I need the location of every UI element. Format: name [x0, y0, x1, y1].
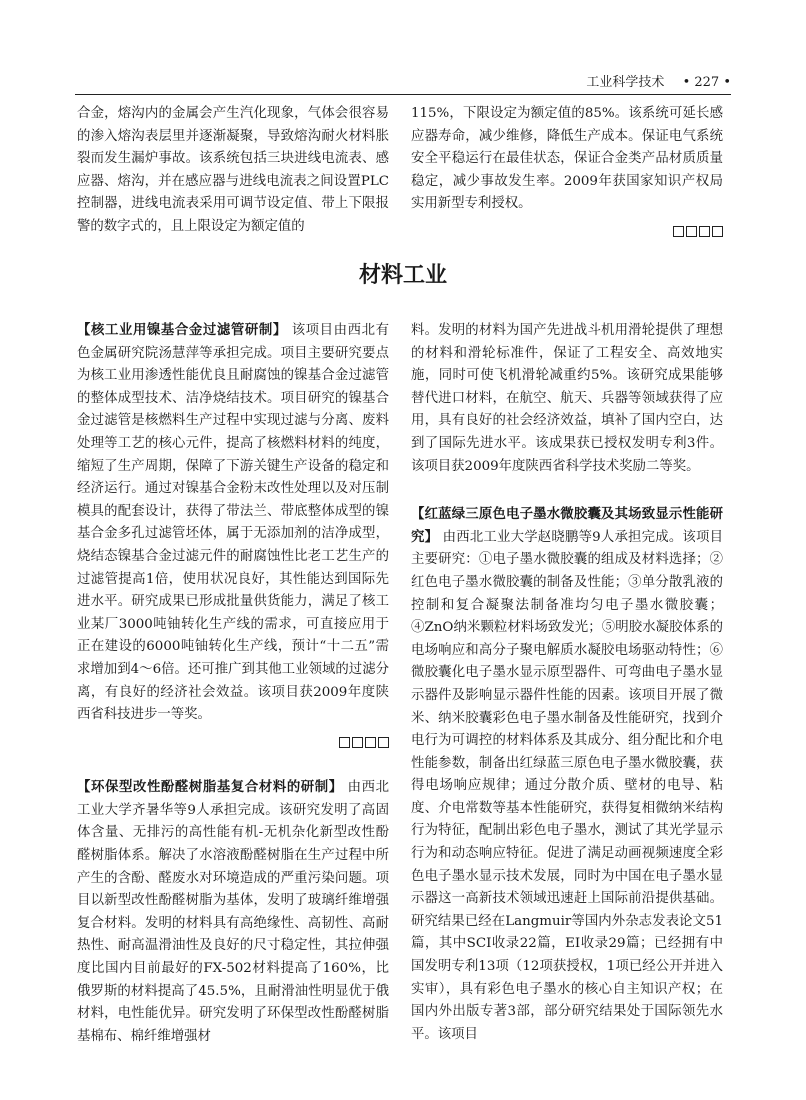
paragraph: 合金，熔沟内的金属会产生汽化现象，气体会很容易的渗入熔沟表层里并逐渐凝聚，导致熔沟耐火材料胀裂而发生漏炉事故。该系统包括三块进线电流表、感应器、熔沟，并在感应器与进线电流表之间设置PLC控制器，进线电流表采用可调节设定值、带上下限报警的数字式的，且上限设定为额定值的 — [77, 106, 389, 234]
top-right-column — [411, 103, 723, 245]
end-mark — [411, 222, 723, 245]
journal-name: 工业科学技术 — [586, 75, 665, 90]
page-number: • 227 • — [682, 75, 731, 90]
article-3 — [411, 504, 723, 1046]
end-mark — [77, 733, 389, 756]
main-right-column — [411, 320, 723, 1046]
article-title: 【红蓝绿三原色电子墨水微胶囊及其场致显示性能研究】 — [411, 507, 723, 545]
article-2-continued: 料。发明的材料为国产先进战斗机用滑轮提供了理想的材料和滑轮标准件，保证了工程安全、高效地实施，同时可使飞机滑轮减重约5%。该研究成果能够替代进口材料，在航空、航天、兵器等领域获得了应用，具有良好的社会经济效益，填补了国内空白，达到了国际先进水平。该成果获已授权发明专利3件。该项目获2009年度陕西省科学技术奖励二等奖。 — [411, 323, 723, 474]
paragraph: 115%，下限设定为额定值的85%。该系统可延长感应器寿命，减少维修，降低生产成本。保证电气系统安全平稳运行在最佳状态，保证合金类产品材质质量稳定，减少事故发生率。2009年获国家知识产权局实用新型专利授权。 — [411, 106, 723, 212]
main-left-column — [77, 320, 389, 1048]
article-title: 【环保型改性酚醛树脂基复合材料的研制】 — [77, 780, 343, 796]
section-title: 材料工业 — [358, 263, 447, 288]
article-title: 【核工业用镍基合金过滤管研制】 — [77, 323, 287, 338]
top-left-column — [77, 103, 389, 239]
article-1 — [77, 320, 389, 727]
page-header — [75, 72, 731, 95]
article-body: 由西北工业大学齐暑华等9人承担完成。该研究发明了高固体含量、无排污的高性能有机-无机杂化新型改性酚醛树脂体系。解决了水溶液酚醛树脂在生产过程中所产生的含酚、醛废水对环境造成的严重污染问题。项目以新型改性酚醛树脂为基体，发明了玻璃纤维增强复合材料。发明的材料具有高绝缘性、高韧性、高耐热性、耐高温滑油性及良好的尺寸稳定性，其拉伸强度比国内目前最好的FX-502材料提高了160%，比俄罗斯的材料提高了45.5%，且耐滑油性明显优于俄材料，电性能优异。研究发明了环保型改性酚醛树脂基棉布、棉纤维增强材 — [77, 780, 390, 1044]
article-2 — [77, 777, 389, 1048]
article-body: 该项目由西北有色金属研究院汤慧萍等承担完成。项目主要研究要点为核工业用渗透性能优良且耐腐蚀的镍基合金过滤管的整体成型技术、洁净烧结技术。项目研究的镍基合金过滤管是核燃料生产过程中实现过滤与分离、废料处理等工艺的核心元件，提高了核燃料材料的纯度，缩短了生产周期，保障了下游关键生产设备的稳定和经济运行。通过对镍基合金粉末改性处理以及对压制模具的配套设计，获得了带法兰、带底整体成型的镍基合金多孔过滤管坯体，属于无添加剂的洁净成型，烧结态镍基合金过滤元件的耐腐蚀性比老工艺生产的过滤管提高1倍，使用状况良好，其性能达到国际先进水平。研究成果已形成批量供货能力，满足了核工业某厂3000吨铀转化生产线的需求，可直接应用于正在建设的6000吨铀转化生产线，预计“十二五”需求增加到4～6倍。还可推广到其他工业领域的过滤分离，有良好的经济社会效益。该项目获2009年度陕西省科技进步一等奖。 — [77, 323, 390, 723]
article-body: 由西北工业大学赵晓鹏等9人承担完成。该项目主要研究：①电子墨水微胶囊的组成及材料选择；②红色电子墨水微胶囊的制备及性能；③单分散乳液的控制和复合凝聚法制备准均匀电子墨水微胶囊；④ZnO纳米颗粒材料场致发光；⑤明胶水凝胶体系的电场响应和高分子聚电解质水凝胶电场驱动特性；⑥微胶囊化电子墨水显示原型器件、可弯曲电子墨水显示器件及影响显示器件性能的因素。该项目开展了微米、纳米胶囊彩色电子墨水制备及性能研究，找到介电行为可调控的材料体系及其成分、组分配比和介电性能参数，制备出红绿蓝三原色电子墨水微胶囊，获得电场响应规律；通过分散介质、壁材的电导、粘度、介电常数等基本性能研究，获得复相微纳米结构行为特征，配制出彩色电子墨水，测试了其光学显示行为和动态响应特征。促进了满足动画视频速度全彩色电子墨水显示技术发展，同时为中国在电子墨水显示器这一高新技术领域迅速赶上国际前沿提供基础。研究结果已经在Langmuir等国内外杂志发表论文51篇，其中SCI收录22篇，EI收录29篇；已经拥有中国发明专利13项（12项获授权，1项已经公开并进入实审），具有彩色电子墨水的核心自主知识产权；在国内外出版专著3部，部分研究结果处于国际领先水平。该项目 — [411, 529, 723, 1042]
